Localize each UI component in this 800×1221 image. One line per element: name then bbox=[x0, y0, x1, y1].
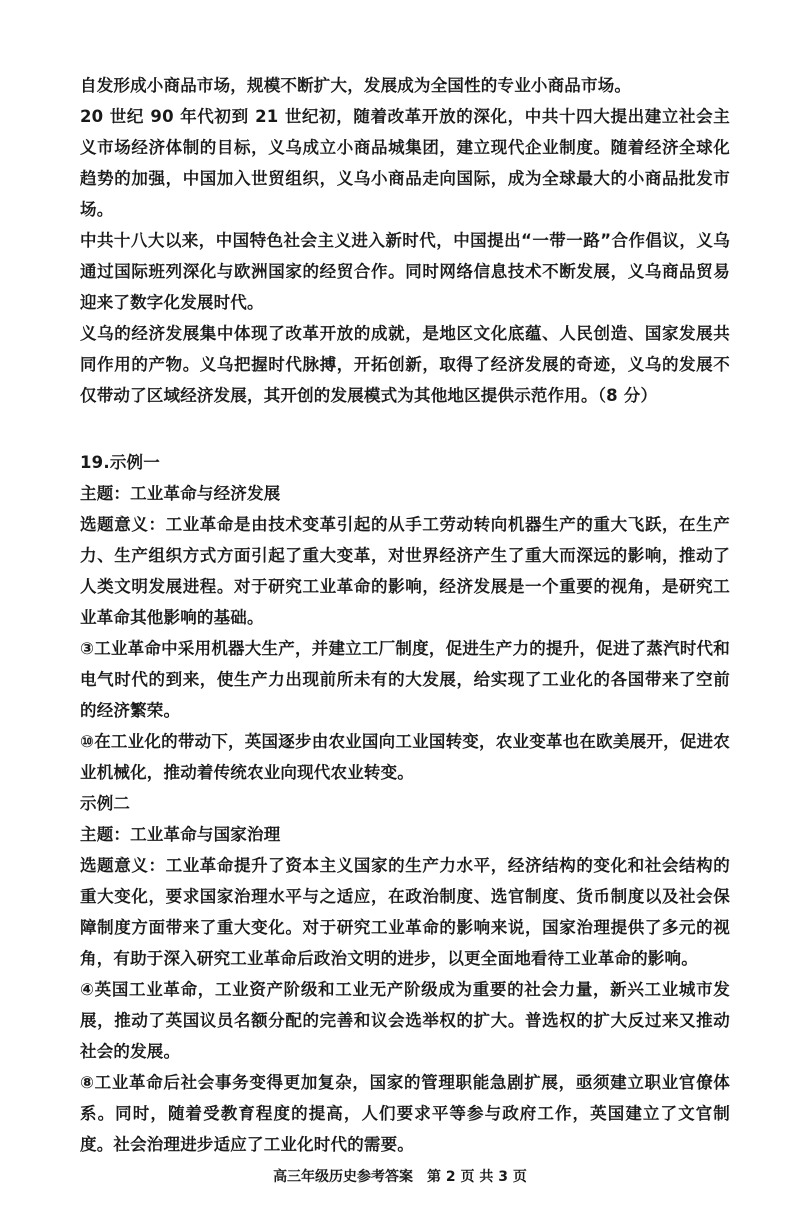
example2-point2: ⑧工业革命后社会事务变得更加复杂，国家的管理职能急剧扩展，亟须建立职业官僚体系。同时，随着受教育程度的提高，人们要求平等参与政府工作，英国建立了文官制度。社会治理进步适应了工业化时代的需要。 bbox=[80, 1073, 730, 1154]
example1-significance: 选题意义：工业革命是由技术变革引起的从手工劳动转向机器生产的重大飞跃，在生产力、生产组织方式方面引起了重大变革，对世界经济产生了重大而深远的影响，推动了人类文明发展进程。对于研究工业革命的影响，经济发展是一个重要的视角，是研究工业革命其他影响的基础。 bbox=[80, 515, 730, 627]
paragraph-new-era: 中共十八大以来，中国特色社会主义进入新时代，中国提出“一带一路”合作倡议，义乌通过国际班列深化与欧洲国家的经贸合作。同时网络信息技术不断发展，义乌商品贸易迎来了数字化发展时代。 bbox=[80, 231, 730, 312]
paragraph-conclusion: 义乌的经济发展集中体现了改革开放的成就，是地区文化底蕴、人民创造、国家发展共同作用的产物。义乌把握时代脉搏，开拓创新，取得了经济发展的奇迹，义乌的发展不仅带动了区域经济发展，其开创的发展模式为其他地区提供示范作用。（8 分） bbox=[80, 324, 730, 405]
page-footer: 高三年级历史参考答案 第 2 页 共 3 页 bbox=[273, 1169, 527, 1185]
example1-theme: 主题：工业革命与经济发展 bbox=[80, 484, 281, 503]
section-spacer bbox=[80, 411, 730, 447]
example2-point1: ④英国工业革命，工业资产阶级和工业无产阶级成为重要的社会力量，新兴工业城市发展，推动了英国议员名额分配的完善和议会选举权的扩大。普选权的扩大反过来又推动社会的发展。 bbox=[80, 980, 730, 1061]
document-body bbox=[80, 70, 730, 1160]
example2-theme: 主题：工业革命与国家治理 bbox=[80, 825, 281, 844]
paragraph-small-commodity-market: 自发形成小商品市场，规模不断扩大，发展成为全国性的专业小商品市场。 bbox=[80, 76, 632, 95]
example1-point2: ⑩在工业化的带动下，英国逐步由农业国向工业国转变，农业变革也在欧美展开，促进农业机械化，推动着传统农业向现代农业转变。 bbox=[80, 732, 730, 782]
example2-significance: 选题意义：工业革命提升了资本主义国家的生产力水平，经济结构的变化和社会结构的重大变化，要求国家治理水平与之适应，在政治制度、选官制度、货币制度以及社会保障制度方面带来了重大变化。对于研究工业革命的影响来说，国家治理提供了多元的视角，有助于深入研究工业革命后政治文明的进步，以更全面地看待工业革命的影响。 bbox=[80, 856, 730, 968]
example2-heading: 示例二 bbox=[80, 794, 131, 813]
example1-point1: ③工业革命中采用机器大生产，并建立工厂制度，促进生产力的提升，促进了蒸汽时代和电气时代的到来，使生产力出现前所未有的大发展，给实现了工业化的各国带来了空前的经济繁荣。 bbox=[80, 639, 730, 720]
paragraph-1990s-reform: 20 世纪 90 年代初到 21 世纪初，随着改革开放的深化，中共十四大提出建立社会主义市场经济体制的目标，义乌成立小商品城集团，建立现代企业制度。随着经济全球化趋势的加强，中国加入世贸组织，义乌小商品走向国际，成为全球最大的小商品批发市场。 bbox=[80, 107, 730, 219]
question-19-heading: 19.示例一 bbox=[80, 453, 160, 472]
